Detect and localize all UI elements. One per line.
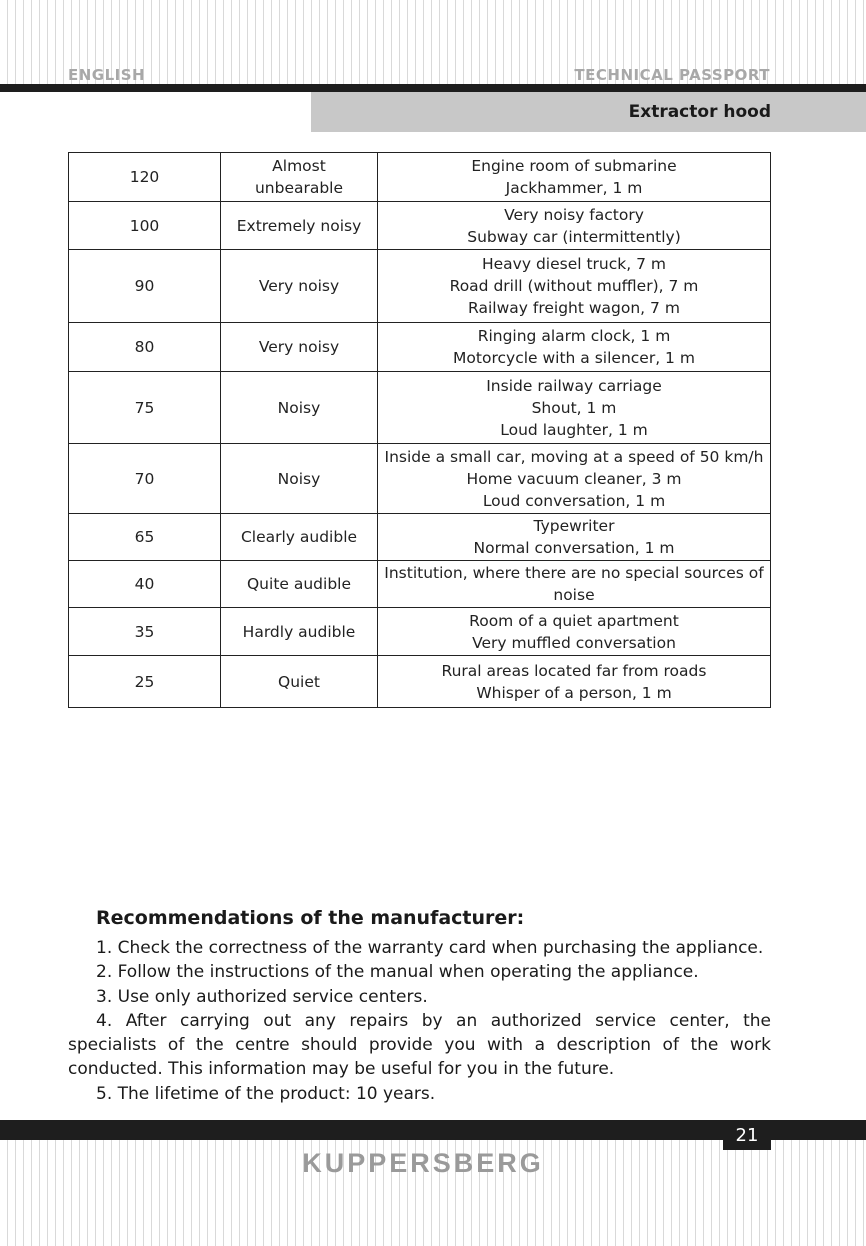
- recommendations-title: Recommendations of the manufacturer:: [96, 907, 525, 929]
- brand-logo: KUPPERSBERG: [302, 1148, 544, 1178]
- noise-level-cell: Almost unbearable: [221, 153, 378, 202]
- noise-source-cell: [378, 514, 771, 561]
- table-row: [69, 561, 771, 608]
- noise-level-table: [68, 152, 771, 708]
- noise-source-cell: [378, 250, 771, 323]
- noise-db-cell: 100: [69, 202, 221, 250]
- noise-level-cell: Noisy: [221, 444, 378, 514]
- recommendation-item: 2. Follow the instructions of the manual when operating the appliance.: [96, 962, 699, 983]
- table-row: [69, 372, 771, 444]
- noise-level-cell: Quiet: [221, 656, 378, 708]
- table-row: [69, 153, 771, 202]
- table-row: [69, 323, 771, 372]
- noise-source-line: Inside a small car, moving at a speed of 50 km/h: [384, 447, 764, 466]
- noise-source-line: Rural areas located far from roads: [441, 661, 707, 680]
- table-row: [69, 656, 771, 708]
- product-title: Extractor hood: [628, 102, 771, 122]
- noise-source-line: Normal conversation, 1 m: [473, 539, 675, 557]
- noise-source-line: Whisper of a person, 1 m: [476, 683, 672, 702]
- recommendation-item: 1. Check the correctness of the warranty card when purchasing the appliance.: [96, 938, 764, 958]
- recommendation-item: 5. The lifetime of the product: 10 years.: [96, 1083, 436, 1104]
- noise-source-line: Home vacuum cleaner, 3 m: [466, 469, 682, 488]
- noise-level-cell: Clearly audible: [221, 514, 378, 561]
- noise-source-line: Typewriter: [533, 517, 615, 535]
- noise-db-cell: 25: [69, 656, 221, 708]
- noise-source-line: Engine room of submarine: [471, 157, 677, 175]
- table-row: [69, 202, 771, 250]
- noise-source-cell: [378, 202, 771, 250]
- noise-level-cell: Extremely noisy: [221, 202, 378, 250]
- noise-source-cell: [378, 372, 771, 444]
- noise-source-line: Very muffled conversation: [472, 633, 676, 652]
- noise-db-cell: 35: [69, 608, 221, 656]
- noise-source-line: Ringing alarm clock, 1 m: [477, 327, 671, 345]
- noise-db-cell: 120: [69, 153, 221, 202]
- noise-db-cell: 70: [69, 444, 221, 514]
- noise-source-line: Shout, 1 m: [531, 398, 617, 417]
- noise-source-line: Heavy diesel truck, 7 m: [481, 255, 666, 273]
- noise-source-cell: [378, 323, 771, 372]
- noise-db-cell: 40: [69, 561, 221, 608]
- noise-level-cell: Very noisy: [221, 323, 378, 372]
- noise-db-cell: 75: [69, 372, 221, 444]
- noise-source-cell: [378, 561, 771, 608]
- noise-source-cell: [378, 153, 771, 202]
- table-row: [69, 514, 771, 561]
- table-row: [69, 608, 771, 656]
- header-divider: [0, 84, 866, 92]
- noise-source-cell: [378, 608, 771, 656]
- noise-level-cell: Very noisy: [221, 250, 378, 323]
- recommendations-section: [68, 906, 771, 1106]
- table-row: [69, 444, 771, 514]
- noise-source-line: Very noisy factory: [504, 205, 644, 224]
- noise-source-line: Motorcycle with a silencer, 1 m: [453, 349, 695, 367]
- noise-source-line: Room of a quiet apartment: [469, 611, 679, 630]
- doc-type-label: TECHNICAL PASSPORT: [574, 66, 770, 84]
- noise-source-line: Road drill (without muffler), 7 m: [449, 277, 699, 295]
- noise-source-cell: [378, 656, 771, 708]
- noise-level-cell: Quite audible: [221, 561, 378, 608]
- noise-source-line: Jackhammer, 1 m: [505, 179, 643, 197]
- noise-level-cell: Noisy: [221, 372, 378, 444]
- noise-db-cell: 80: [69, 323, 221, 372]
- noise-db-cell: 65: [69, 514, 221, 561]
- recommendation-item: 3. Use only authorized service centers.: [96, 986, 428, 1007]
- table-row: [69, 250, 771, 323]
- noise-source-line: Subway car (intermittently): [467, 227, 681, 246]
- recommendation-item: 4. After carrying out any repairs by an authorized service center, the specialists of the centre should provide you with a description of the work conducted. This information may be useful for you in the future.: [68, 1010, 771, 1080]
- language-label: ENGLISH: [68, 66, 146, 84]
- noise-source-line: Loud laughter, 1 m: [500, 420, 648, 439]
- noise-db-cell: 90: [69, 250, 221, 323]
- noise-source-line: Loud conversation, 1 m: [482, 491, 666, 510]
- noise-source-cell: [378, 444, 771, 514]
- noise-source-line: Railway freight wagon, 7 m: [468, 299, 680, 317]
- noise-source-line: Inside railway carriage: [486, 376, 662, 395]
- noise-source-line: Institution, where there are no special sources of noise: [384, 564, 764, 604]
- noise-level-cell: Hardly audible: [221, 608, 378, 656]
- page-number: 21: [723, 1120, 771, 1150]
- product-band: [311, 92, 866, 132]
